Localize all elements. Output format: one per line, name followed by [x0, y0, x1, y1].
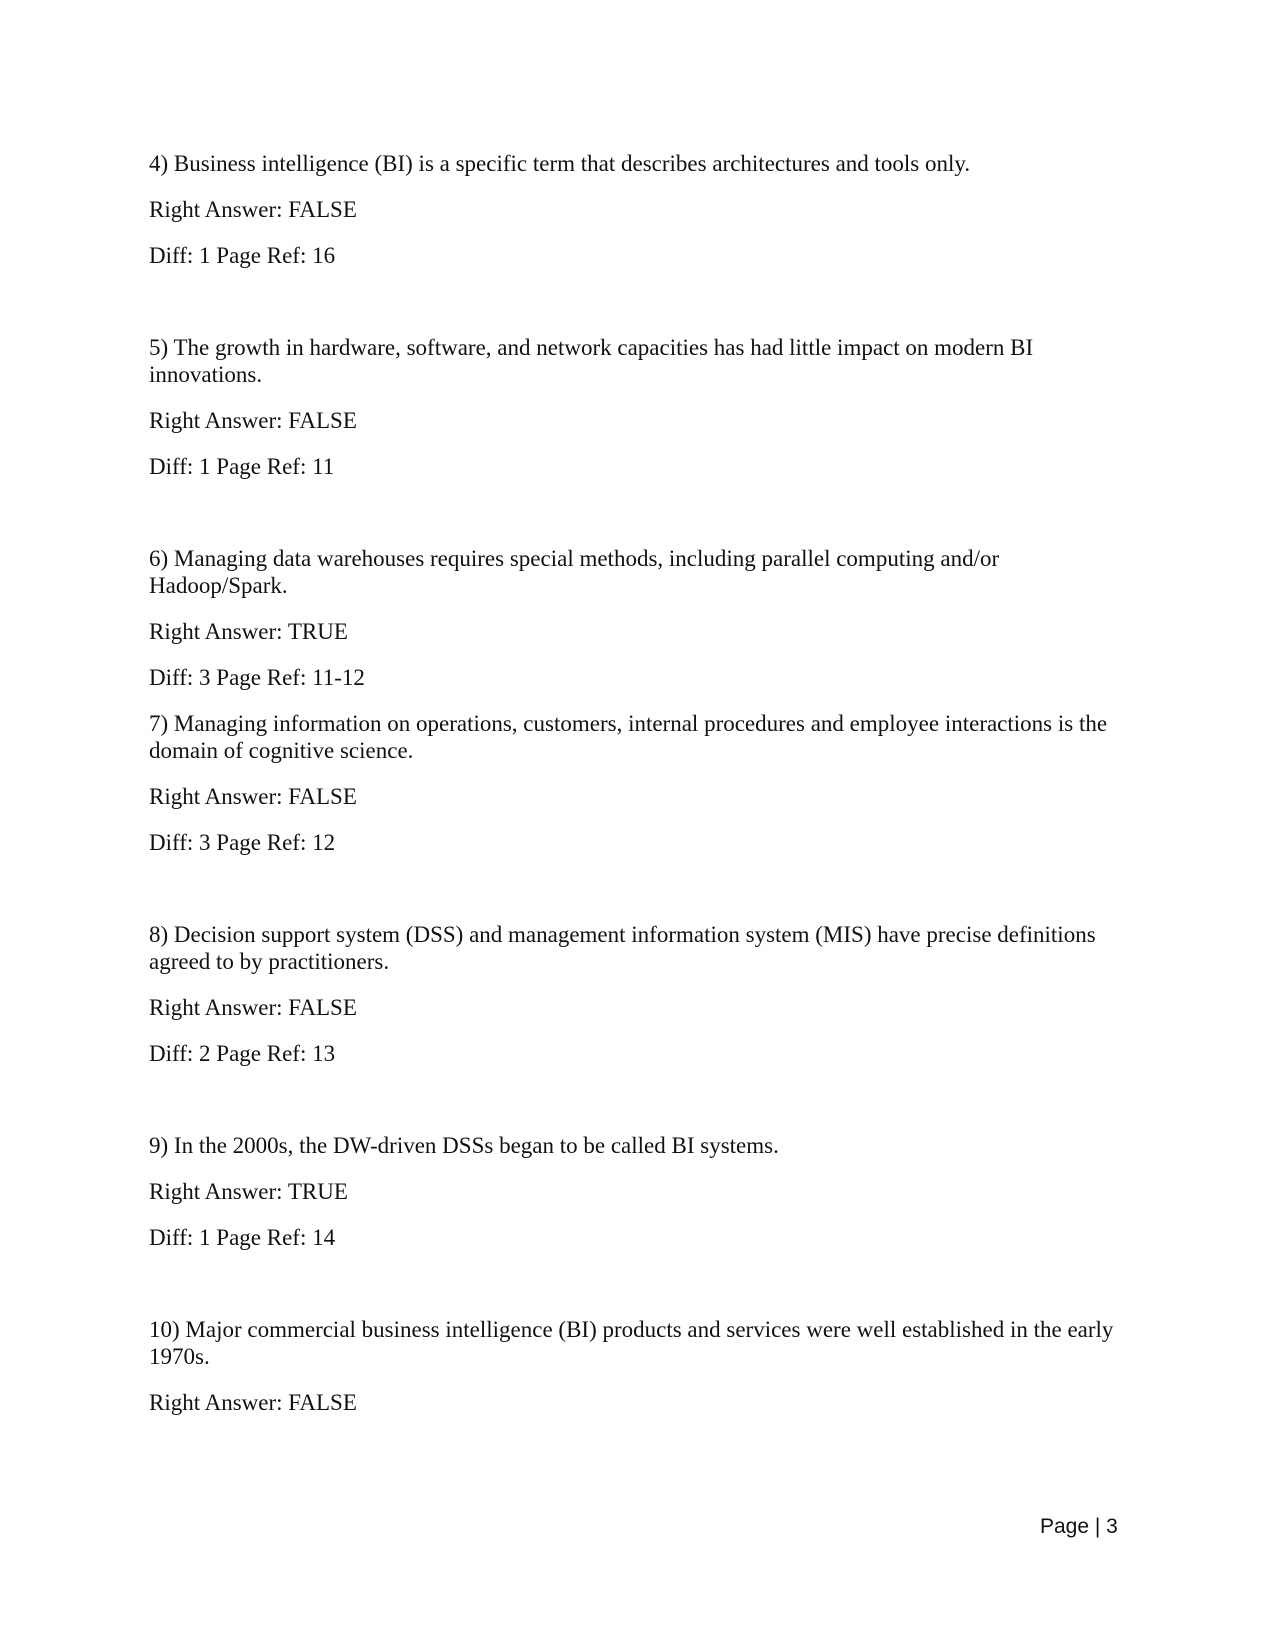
- question-text: 4) Business intelligence (BI) is a specific term that describes architectures and tools only.: [149, 151, 971, 176]
- question-item-8: [149, 921, 1129, 1067]
- question-text: 8) Decision support system (DSS) and management information system (MIS) have precise definitions agreed to by practitioners.: [149, 922, 1096, 974]
- difficulty-page-ref: Diff: 2 Page Ref: 13: [149, 1041, 336, 1066]
- difficulty-page-ref: Diff: 1 Page Ref: 14: [149, 1225, 336, 1250]
- difficulty-page-ref: Diff: 3 Page Ref: 12: [149, 830, 336, 855]
- right-answer: Right Answer: FALSE: [149, 408, 357, 433]
- question-item-10: [149, 1316, 1129, 1416]
- right-answer: Right Answer: FALSE: [149, 784, 357, 809]
- question-text: 9) In the 2000s, the DW-driven DSSs began to be called BI systems.: [149, 1133, 779, 1158]
- question-text: 7) Managing information on operations, customers, internal procedures and employee interactions is the domain of cognitive science.: [149, 711, 1108, 763]
- question-item-4: [149, 150, 1129, 269]
- question-item-5: [149, 334, 1129, 480]
- question-item-9: [149, 1132, 1129, 1251]
- right-answer: Right Answer: FALSE: [149, 1390, 357, 1415]
- difficulty-page-ref: Diff: 1 Page Ref: 11: [149, 454, 335, 479]
- question-text: 10) Major commercial business intelligence (BI) products and services were well established in the early 1970s.: [149, 1317, 1114, 1369]
- page-number: Page | 3: [1040, 1515, 1118, 1538]
- right-answer: Right Answer: TRUE: [149, 619, 348, 644]
- question-list: [149, 150, 1129, 1416]
- right-answer: Right Answer: FALSE: [149, 995, 357, 1020]
- question-text: 5) The growth in hardware, software, and network capacities has had little impact on modern BI innovations.: [149, 335, 1034, 387]
- right-answer: Right Answer: FALSE: [149, 197, 357, 222]
- question-item-6: [149, 545, 1129, 691]
- question-item-7: [149, 710, 1129, 856]
- difficulty-page-ref: Diff: 1 Page Ref: 16: [149, 243, 336, 268]
- right-answer: Right Answer: TRUE: [149, 1179, 348, 1204]
- question-text: 6) Managing data warehouses requires special methods, including parallel computing and/or Hadoop/Spark.: [149, 546, 1000, 598]
- difficulty-page-ref: Diff: 3 Page Ref: 11-12: [149, 665, 365, 690]
